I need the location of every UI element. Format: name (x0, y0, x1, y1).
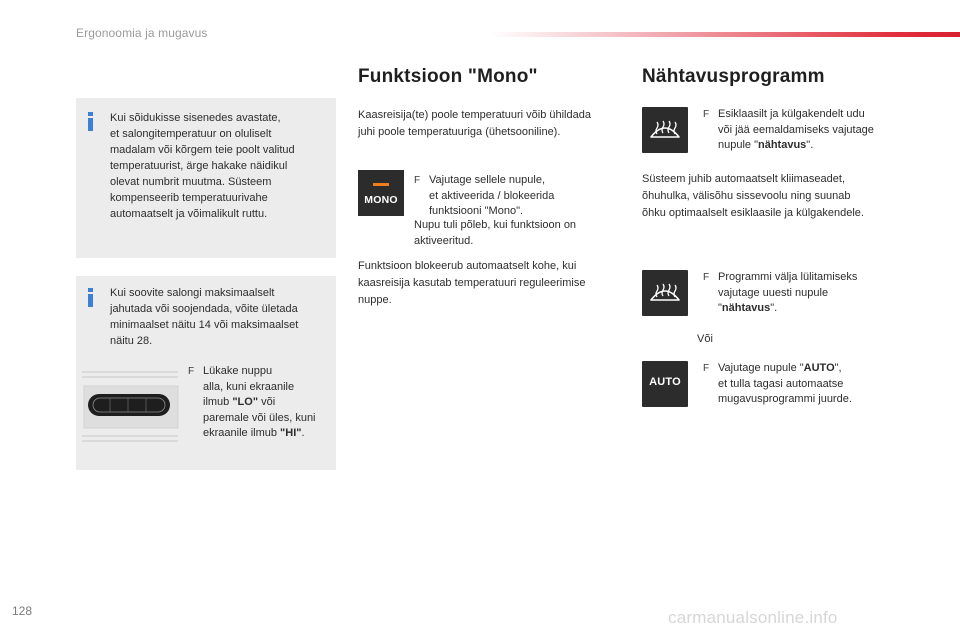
step-visibility-activate: F Esiklaasilt ja külgakendelt udu või jää eemaldamiseks vajutage nupule "nähtavus". (703, 108, 874, 151)
mono-intro-text: Kaasreisija(te) poole temperatuuri võib ühildada juhi poole temperatuuriga (ühetsooniline). (358, 109, 591, 138)
step-auto-return: F Vajutage nupule "AUTO", et tulla tagasi automaatse mugavusprogrammi juurde. (703, 362, 852, 405)
info-icon (88, 112, 93, 131)
info-note-text: Kui sõidukisse sisenedes avastate, et salongitemperatuur on oluliselt madalam või kõrgem teie poolt valitud temperatuurist, ärge hakake näidikul olevat numbrit muutma. Süsteem kompenseerib temperatuurivahe automaatselt ja võimalikult ruttu. (110, 112, 295, 220)
temperature-knob-illustration (82, 368, 182, 444)
or-label: Või (697, 333, 713, 345)
info-note-max-cooling (76, 276, 336, 470)
info-icon (88, 288, 93, 307)
header-accent-bar (490, 32, 960, 37)
auto-button-label: AUTO (649, 376, 681, 388)
heading-visibility-program: Nähtavusprogramm (642, 66, 825, 87)
step-mono-light-note: Nupu tuli põleb, kui funktsioon on aktiveeritud. (414, 219, 577, 247)
auto-button[interactable] (642, 361, 688, 407)
page-number: 128 (12, 604, 33, 618)
info-note-text: Kui soovite salongi maksimaalselt jahutada või soojendada, võite ületada minimaalset näitu 14 või maksimaalset näitu 28. (110, 287, 299, 347)
visibility-button[interactable] (642, 107, 688, 153)
mono-button-label: MONO (364, 194, 398, 206)
visibility-button-off[interactable] (642, 270, 688, 316)
windshield-defrost-icon (642, 107, 688, 153)
watermark: carmanualsonline.info (668, 608, 838, 627)
mono-button[interactable] (358, 170, 404, 216)
heading-mono-function: Funktsioon "Mono" (358, 66, 538, 87)
mono-outro-text: Funktsioon blokeerub automaatselt kohe, kui kaasreisija kasutab temperatuuri reguleerimise nuppe. (358, 260, 586, 306)
visibility-description: Süsteem juhib automaatselt kliimaseadet, õhuhulka, välisõhu sissevoolu ning suunab õhku optimaalselt esiklaasile ja külgakendele. (642, 173, 864, 219)
info-note-temperature (76, 98, 336, 258)
windshield-defrost-icon (642, 270, 688, 316)
section-title: Ergonoomia ja mugavus (76, 26, 208, 40)
step-visibility-deactivate: F Programmi välja lülitamiseks vajutage uuesti nupule "nähtavus". (703, 271, 858, 314)
mono-indicator-light (373, 183, 389, 186)
step-mono-activate: F Vajutage sellele nupule, et aktiveerida / blokeerida funktsiooni "Mono". (414, 174, 555, 217)
step-knob-instruction: F Lükake nuppu alla, kuni ekraanile ilmub "LO" või paremale või üles, kuni ekraanile ilmub "HI". (188, 365, 316, 439)
